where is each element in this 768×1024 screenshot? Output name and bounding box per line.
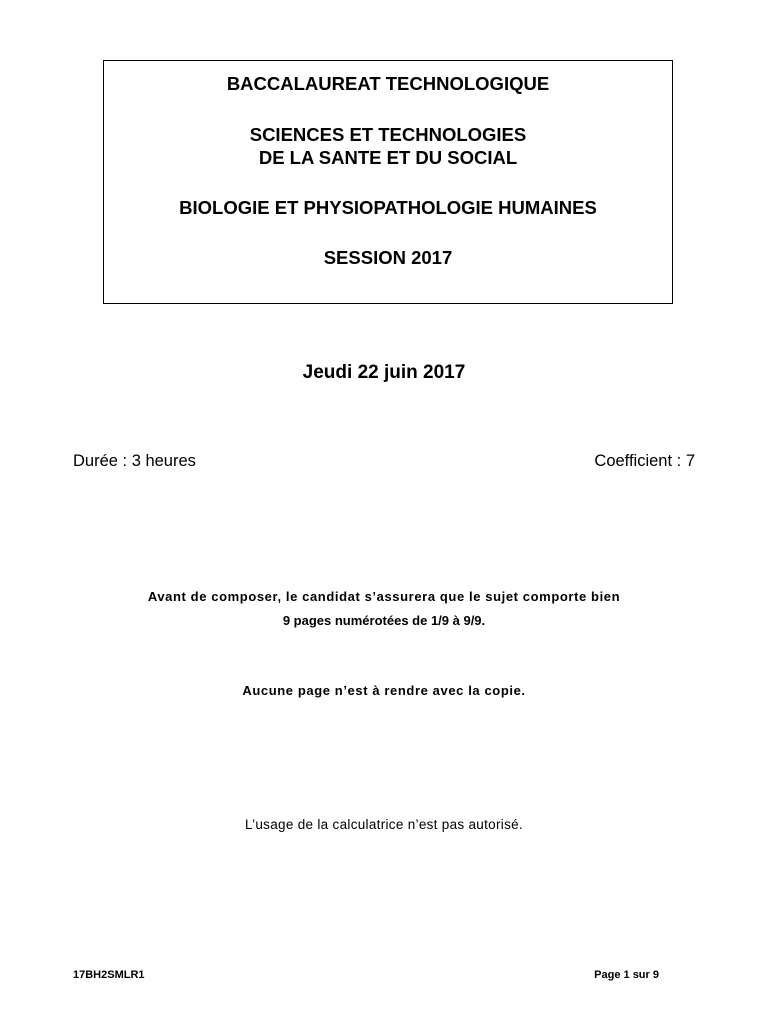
exam-type-title: BACCALAUREAT TECHNOLOGIQUE bbox=[226, 73, 550, 94]
track-title-line-1: SCIENCES ET TECHNOLOGIES bbox=[249, 124, 527, 145]
exam-duration: Durée : 3 heures bbox=[73, 452, 196, 470]
track-title-line-2: DE LA SANTE ET DU SOCIAL bbox=[258, 147, 518, 168]
no-return-notice: Aucune page n’est à rendre avec la copie. bbox=[242, 683, 526, 698]
exam-date: Jeudi 22 juin 2017 bbox=[302, 362, 466, 383]
calculator-notice: L’usage de la calculatrice n’est pas autorisé. bbox=[245, 817, 523, 832]
page-check-notice-line-2: 9 pages numérotées de 1/9 à 9/9. bbox=[282, 613, 486, 628]
subject-code: 17BH2SMLR1 bbox=[73, 969, 145, 981]
subject-title: BIOLOGIE ET PHYSIOPATHOLOGIE HUMAINES bbox=[179, 197, 597, 218]
title-box bbox=[103, 60, 673, 304]
page-check-notice-line-1: Avant de composer, le candidat s’assurera que le sujet comporte bien bbox=[147, 589, 621, 604]
page-number: Page 1 sur 9 bbox=[594, 969, 659, 981]
exam-coefficient: Coefficient : 7 bbox=[594, 452, 695, 470]
session-title: SESSION 2017 bbox=[323, 247, 453, 268]
